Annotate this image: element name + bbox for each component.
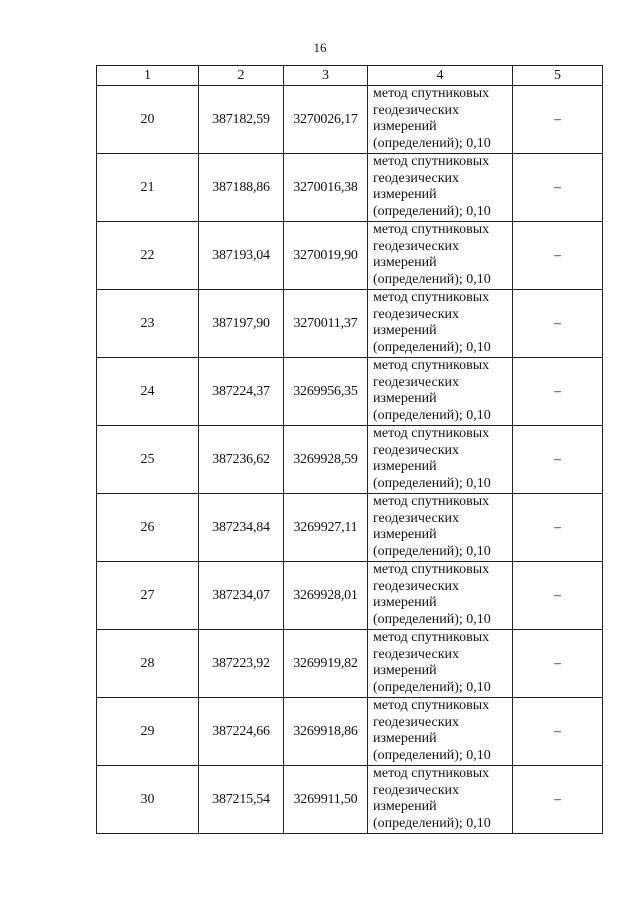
table-row [97,698,603,766]
method-cell [368,426,513,494]
method-text: метод спутниковых геодезических измерений (определений); 0,10 [373,86,491,151]
method-text: метод спутниковых геодезических измерений (определений); 0,10 [373,698,491,763]
y-coordinate-cell: 3269919,82 [284,630,368,698]
method-cell [368,154,513,222]
column-header-5: 5 [513,66,603,86]
point-number-cell: 21 [97,154,199,222]
x-coordinate-cell: 387234,84 [199,494,284,562]
method-cell [368,562,513,630]
method-cell [368,86,513,154]
point-number-cell: 22 [97,222,199,290]
method-text: метод спутниковых геодезических измерений (определений); 0,10 [373,290,491,355]
x-coordinate-cell: 387236,62 [199,426,284,494]
x-coordinate-cell: 387223,92 [199,630,284,698]
y-coordinate-cell: 3270016,38 [284,154,368,222]
y-coordinate-cell: 3269911,50 [284,766,368,834]
method-text: метод спутниковых геодезических измерений (определений); 0,10 [373,426,491,491]
table-row [97,630,603,698]
y-coordinate-cell: 3269956,35 [284,358,368,426]
method-cell [368,698,513,766]
table-body [97,86,603,834]
table-row [97,358,603,426]
column-header-4: 4 [368,66,513,86]
note-cell: – [513,766,603,834]
method-text: метод спутниковых геодезических измерений (определений); 0,10 [373,358,491,423]
y-coordinate-cell: 3269928,59 [284,426,368,494]
x-coordinate-cell: 387197,90 [199,290,284,358]
point-number-cell: 25 [97,426,199,494]
method-text: метод спутниковых геодезических измерений (определений); 0,10 [373,562,491,627]
method-cell [368,358,513,426]
table-header [97,66,603,86]
x-coordinate-cell: 387188,86 [199,154,284,222]
note-cell: – [513,562,603,630]
method-cell [368,494,513,562]
method-cell [368,222,513,290]
point-number-cell: 24 [97,358,199,426]
x-coordinate-cell: 387224,66 [199,698,284,766]
point-number-cell: 28 [97,630,199,698]
method-text: метод спутниковых геодезических измерений (определений); 0,10 [373,154,491,219]
point-number-cell: 20 [97,86,199,154]
y-coordinate-cell: 3269928,01 [284,562,368,630]
method-cell [368,630,513,698]
header-row [97,66,603,86]
table-row [97,766,603,834]
table-row [97,290,603,358]
y-coordinate-cell: 3269927,11 [284,494,368,562]
note-cell: – [513,494,603,562]
x-coordinate-cell: 387215,54 [199,766,284,834]
y-coordinate-cell: 3270011,37 [284,290,368,358]
method-text: метод спутниковых геодезических измерений (определений); 0,10 [373,630,491,695]
y-coordinate-cell: 3269918,86 [284,698,368,766]
method-text: метод спутниковых геодезических измерений (определений); 0,10 [373,222,491,287]
note-cell: – [513,86,603,154]
note-cell: – [513,358,603,426]
point-number-cell: 29 [97,698,199,766]
table-row [97,426,603,494]
x-coordinate-cell: 387193,04 [199,222,284,290]
note-cell: – [513,290,603,358]
table-row [97,562,603,630]
method-text: метод спутниковых геодезических измерений (определений); 0,10 [373,494,491,559]
method-cell [368,290,513,358]
point-number-cell: 26 [97,494,199,562]
y-coordinate-cell: 3270026,17 [284,86,368,154]
coordinates-table [96,65,603,834]
column-header-1: 1 [97,66,199,86]
table-row [97,86,603,154]
column-header-3: 3 [284,66,368,86]
method-cell [368,766,513,834]
column-header-2: 2 [199,66,284,86]
point-number-cell: 30 [97,766,199,834]
table-row [97,222,603,290]
x-coordinate-cell: 387224,37 [199,358,284,426]
note-cell: – [513,630,603,698]
point-number-cell: 23 [97,290,199,358]
note-cell: – [513,426,603,494]
x-coordinate-cell: 387182,59 [199,86,284,154]
method-text: метод спутниковых геодезических измерений (определений); 0,10 [373,766,491,831]
note-cell: – [513,222,603,290]
page-number: 16 [313,40,327,55]
note-cell: – [513,154,603,222]
x-coordinate-cell: 387234,07 [199,562,284,630]
point-number-cell: 27 [97,562,199,630]
table-row [97,494,603,562]
table-row [97,154,603,222]
note-cell: – [513,698,603,766]
y-coordinate-cell: 3270019,90 [284,222,368,290]
